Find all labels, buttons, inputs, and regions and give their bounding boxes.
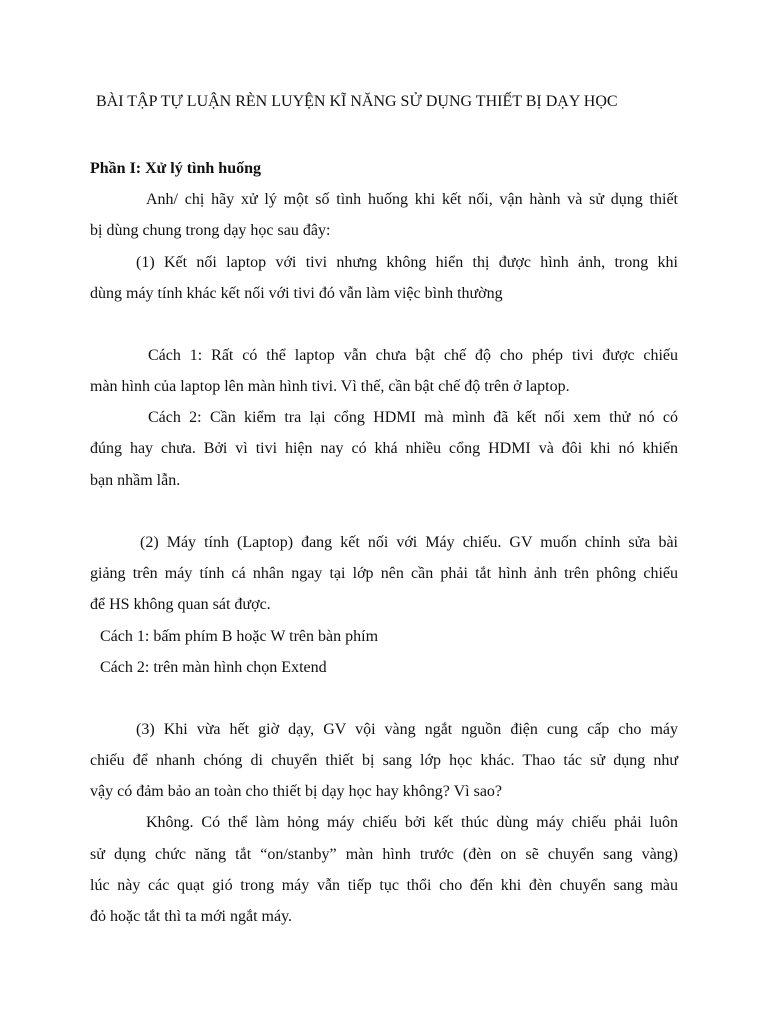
q3-answer-line-3: lúc này các quạt gió trong máy vẫn tiếp tục thổi cho đến khi đèn chuyển sang màu xyxy=(90,877,678,894)
q3-answer-line-1: Không. Có thể làm hỏng máy chiếu bởi kết thúc dùng máy chiếu phải luôn xyxy=(146,814,678,831)
intro-line-2: bị dùng chung trong dạy học sau đây: xyxy=(90,222,331,239)
question-1-line-2: dùng máy tính khác kết nối với tivi đó vẫn làm việc bình thường xyxy=(90,285,503,302)
q1-answer-1-line-1: Cách 1: Rất có thể laptop vẫn chưa bật chế độ cho phép tivi được chiếu xyxy=(148,347,678,364)
intro-line-1: Anh/ chị hãy xử lý một số tình huống khi kết nối, vận hành và sử dụng thiết xyxy=(146,191,678,208)
document-title: BÀI TẬP TỰ LUẬN RÈN LUYỆN KĨ NĂNG SỬ DỤNG THIẾT BỊ DẠY HỌC xyxy=(96,93,618,110)
q3-answer-line-2: sử dụng chức năng tắt “on/stanby” màn hình trước (đèn on sẽ chuyển sang vàng) xyxy=(90,846,678,863)
question-3-line-1: (3) Khi vừa hết giờ dạy, GV vội vàng ngắt nguồn điện cung cấp cho máy xyxy=(136,721,678,738)
question-1-line-1: (1) Kết nối laptop với tivi nhưng không hiển thị được hình ảnh, trong khi xyxy=(136,254,678,271)
q1-answer-1-line-2: màn hình của laptop lên màn hình tivi. Vì thế, cần bật chế độ trên ở laptop. xyxy=(90,378,570,395)
question-2-line-3: để HS không quan sát được. xyxy=(90,596,271,613)
q3-answer-line-4: đỏ hoặc tắt thì ta mới ngắt máy. xyxy=(90,908,293,925)
q1-answer-2-line-1: Cách 2: Cần kiểm tra lại cổng HDMI mà mình đã kết nối xem thử nó có xyxy=(148,409,678,426)
q2-answer-1: Cách 1: bấm phím B hoặc W trên bàn phím xyxy=(100,628,379,645)
question-2-line-2: giảng trên máy tính cá nhân ngay tại lớp nên cần phải tắt hình ảnh trên phông chiếu xyxy=(90,565,678,582)
question-3-line-2: chiếu để nhanh chóng di chuyển thiết bị sang lớp học khác. Thao tác sử dụng như xyxy=(90,752,678,769)
q2-answer-2: Cách 2: trên màn hình chọn Extend xyxy=(100,659,327,676)
question-2-line-1: (2) Máy tính (Laptop) đang kết nối với Máy chiếu. GV muốn chỉnh sửa bài xyxy=(140,534,678,551)
section-heading: Phần I: Xử lý tình huống xyxy=(90,160,261,177)
question-3-line-3: vậy có đảm bảo an toàn cho thiết bị dạy học hay không? Vì sao? xyxy=(90,783,503,800)
q1-answer-2-line-2: đúng hay chưa. Bởi vì tivi hiện nay có khá nhiều cổng HDMI và đôi khi nó khiến xyxy=(90,440,678,457)
q1-answer-2-line-3: bạn nhầm lẫn. xyxy=(90,472,181,489)
